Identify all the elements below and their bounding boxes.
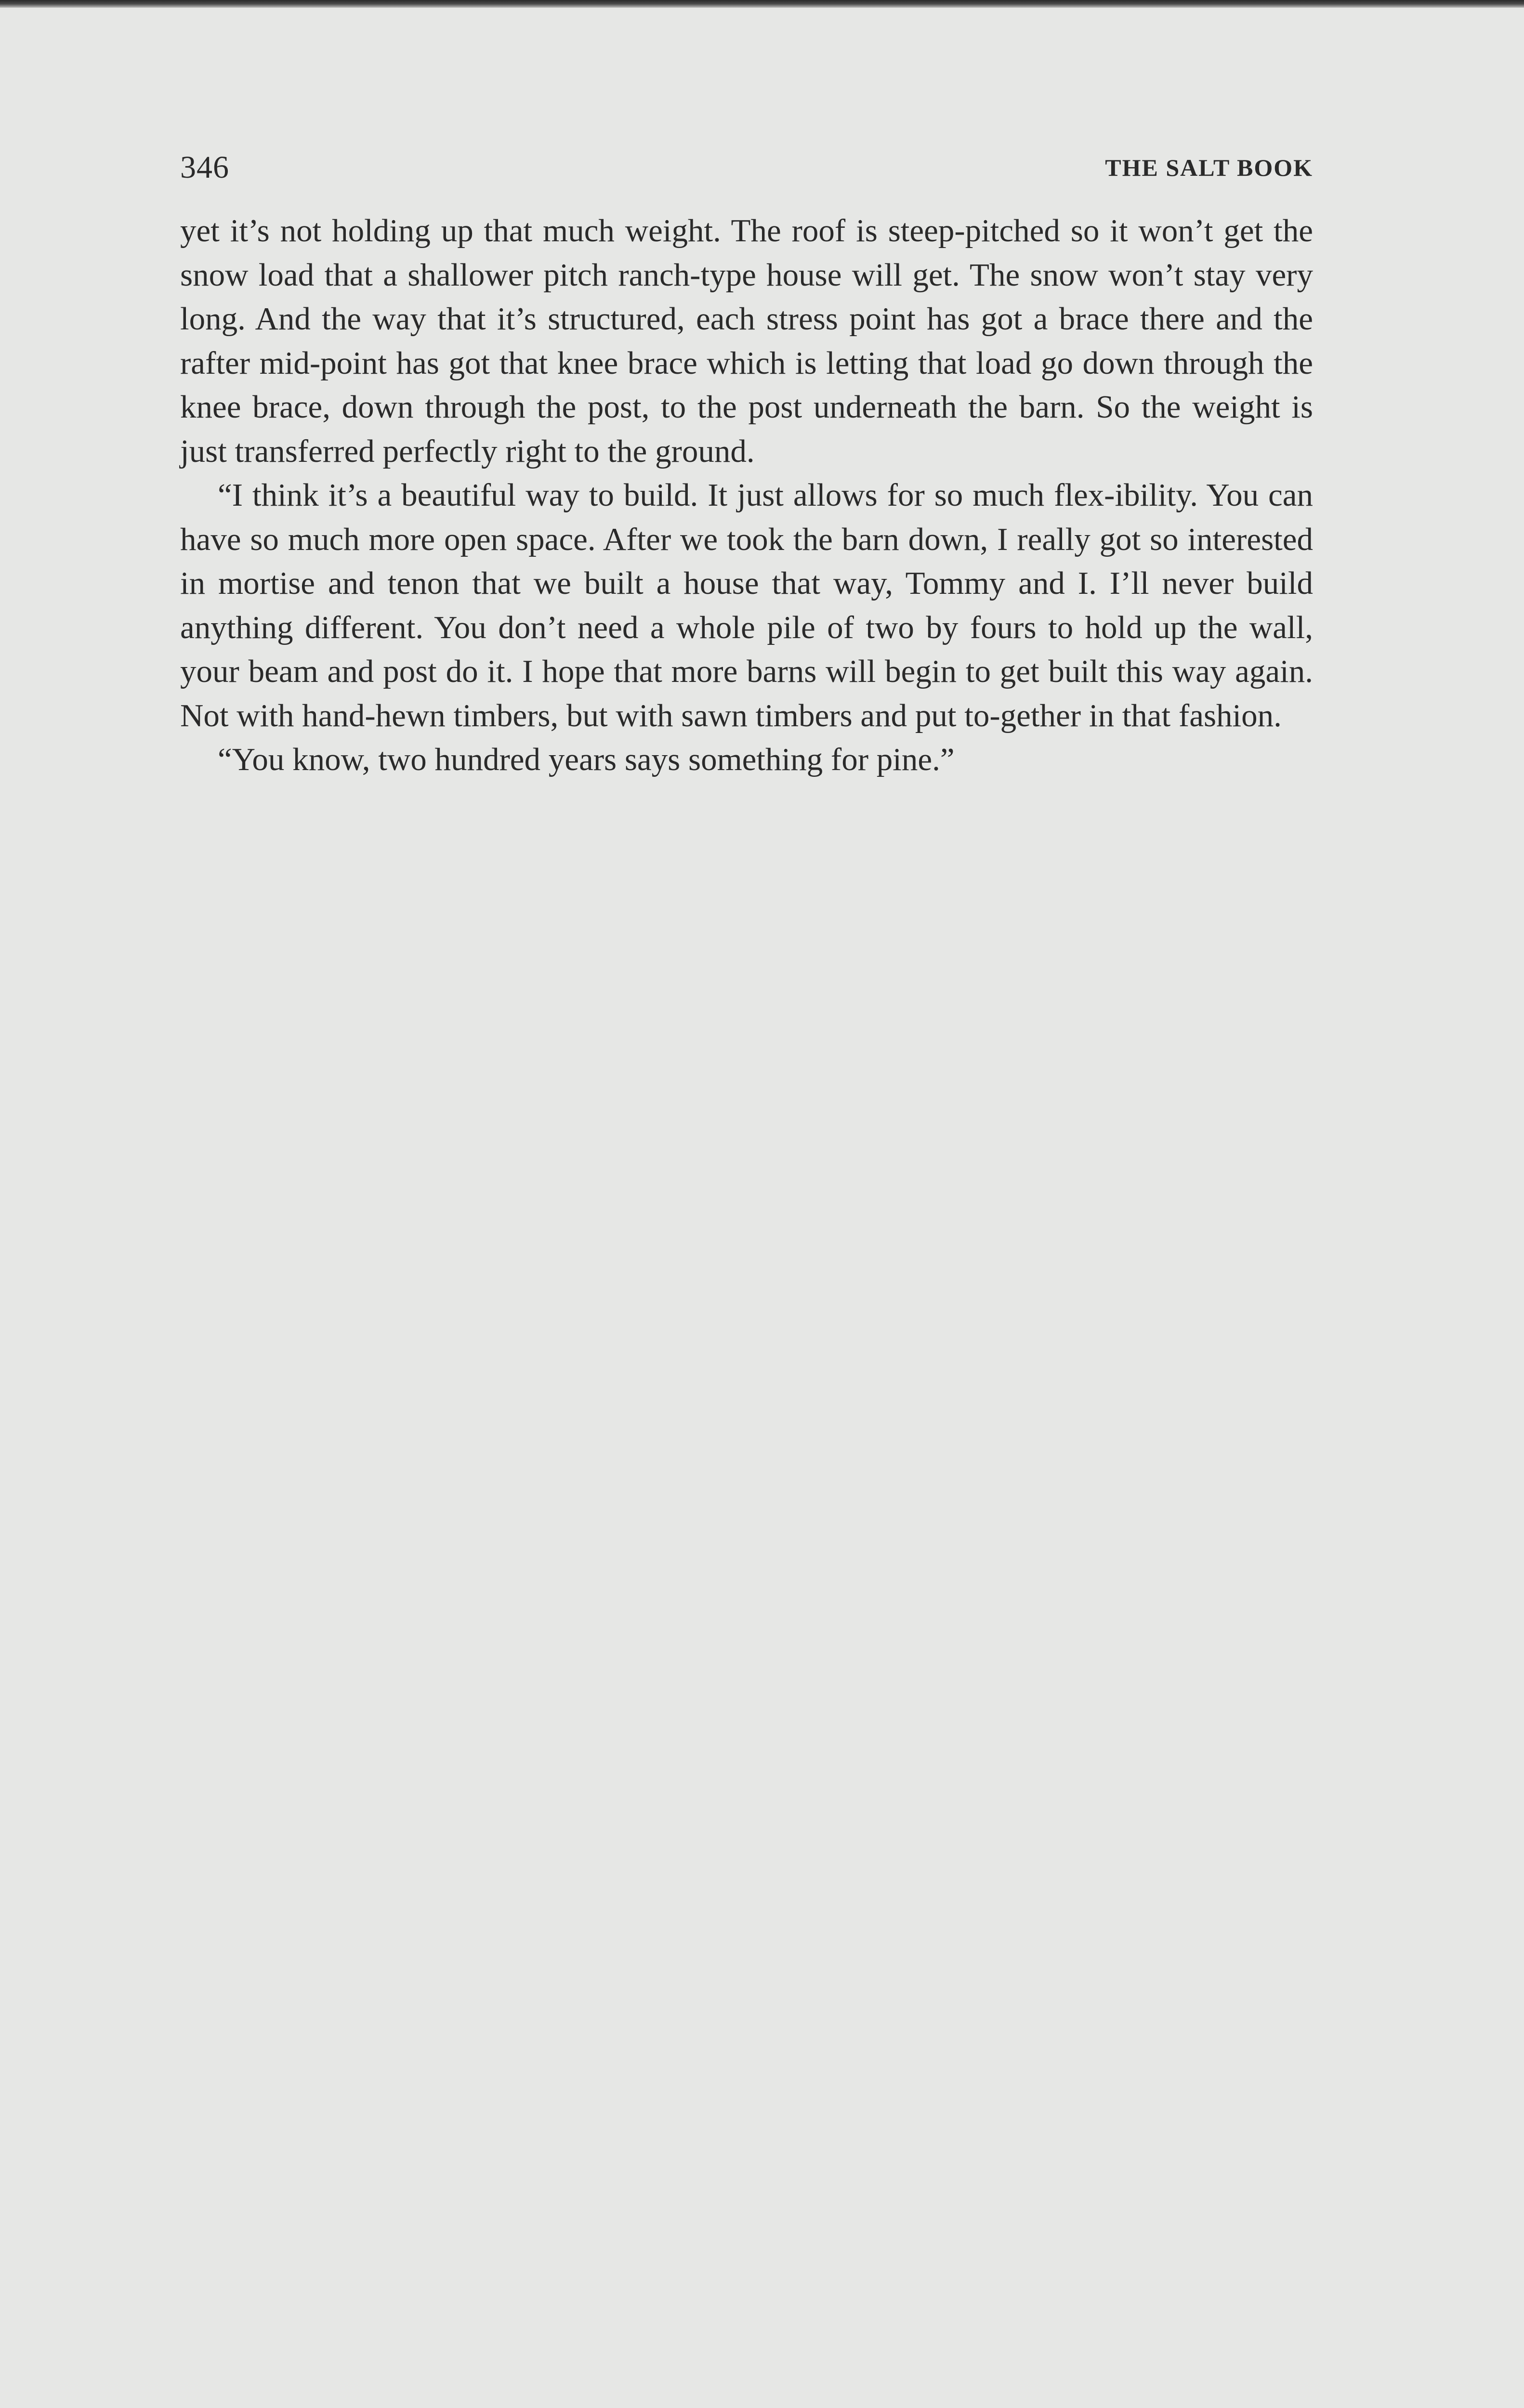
paragraph-closing-quote: “You know, two hundred years says something for pine.”: [218, 742, 955, 777]
page-top-edge: [0, 0, 1524, 8]
page-number: 346: [180, 150, 229, 185]
body-text: [180, 209, 1313, 782]
book-title: THE SALT BOOK: [1105, 154, 1313, 181]
paragraph-quote: “I think it’s a beautiful way to build. It just allows for so much flex-ibility. You can have so much more open space. After we took the barn down, I really got so interested in mortise and tenon that we built a house that way, Tommy and I. I’ll never build anything different. You don’t need a whole pile of two by fours to hold up the wall, your beam and post do it. I hope that more barns will begin to get built this way again. Not with hand-hewn timbers, but with sawn timbers and put to-gether in that fashion.: [180, 477, 1313, 733]
paragraph-continued: yet it’s not holding up that much weight. The roof is steep-pitched so it won’t get the snow load that a shallower pitch ranch-type house will get. The snow won’t stay very long. And the way that it’s structured, each stress point has got a brace there and the rafter mid-point has got that knee brace which is letting that load go down through the knee brace, down through the post, to the post underneath the barn. So the weight is just transferred perfectly right to the ground.: [180, 213, 1313, 469]
running-head: [180, 144, 1313, 192]
